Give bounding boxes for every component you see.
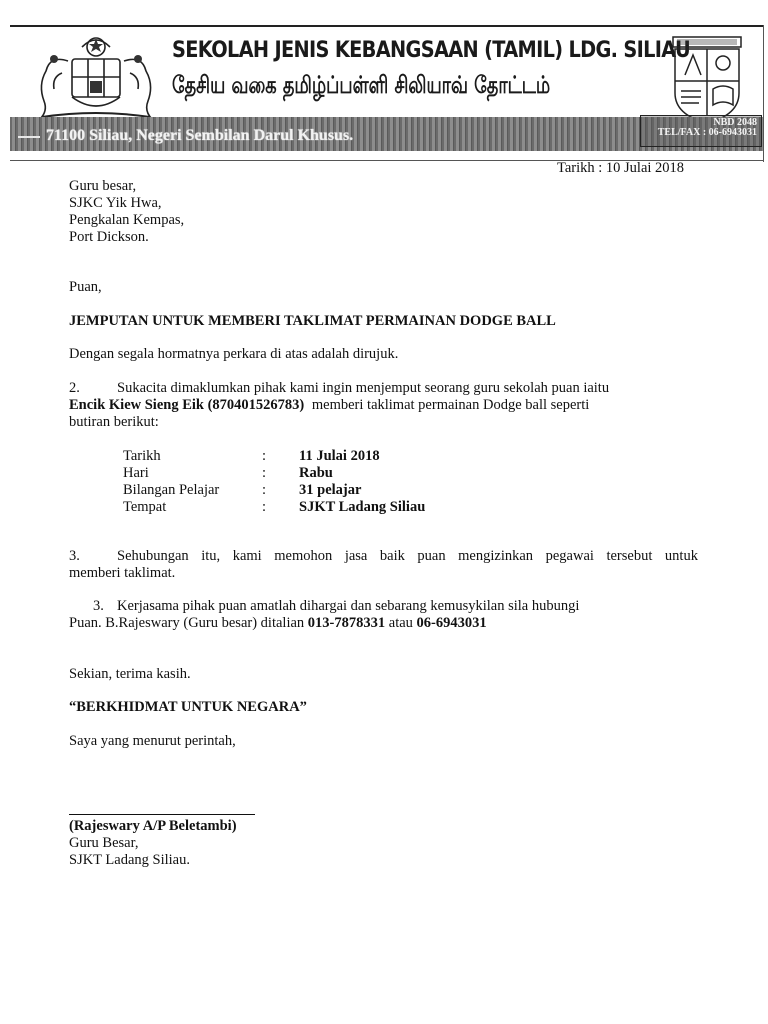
frame-rule-right (763, 25, 764, 162)
school-code: NBD 2048 (713, 117, 757, 128)
school-name: SEKOLAH JENIS KEBANGSAAN (TAMIL) LDG. SILIAU (172, 37, 691, 63)
school-address: 71100 Siliau, Negeri Sembilan Darul Khusus. (46, 127, 354, 144)
paragraph-4-number: 3. (93, 598, 104, 614)
closing: Sekian, terima kasih. (69, 666, 191, 682)
signatory-name: (Rajeswary A/P Beletambi) (69, 818, 237, 834)
paragraph-3-word: kami (232, 548, 262, 564)
paragraph-3-word: untuk (664, 548, 698, 564)
teacher-name: Encik Kiew Sieng Eik (870401526783) (69, 397, 305, 413)
letter-subject: JEMPUTAN UNTUK MEMBERI TAKLIMAT PERMAINAN DODGE BALL (69, 313, 556, 329)
paragraph-3-word: mengizinkan (458, 548, 534, 564)
paragraph-2-line-2 (69, 397, 589, 414)
paragraph-2-line-2-rest: memberi taklimat permainan Dodge ball seperti (311, 397, 590, 413)
phone-mobile: 013-7878331 (307, 615, 386, 631)
detail-value-students: 31 pelajar (299, 482, 362, 498)
letterhead (10, 25, 764, 159)
detail-label-day: Hari (123, 465, 149, 481)
detail-colon-date: : (262, 448, 267, 464)
recipient-line-4: Port Dickson. (69, 229, 149, 245)
detail-value-date: 11 Julai 2018 (299, 448, 380, 464)
paragraph-3-word: itu, (201, 548, 221, 564)
paragraph-3-word: memohon (274, 548, 333, 564)
detail-value-venue: SJKT Ladang Siliau (299, 499, 426, 515)
detail-value-day: Rabu (299, 465, 333, 481)
paragraph-3-number: 3. (69, 548, 80, 564)
detail-label-date: Tarikh (123, 448, 161, 464)
school-badge-icon (667, 31, 747, 127)
paragraph-4-line-1: Kerjasama pihak puan amatlah dihargai dan sebarang kemusykilan sila hubungi (117, 598, 580, 614)
signatory-school: SJKT Ladang Siliau. (69, 852, 190, 868)
paragraph-3-word: pegawai (545, 548, 594, 564)
paragraph-3-line-2: memberi taklimat. (69, 565, 176, 581)
recipient-line-2: SJKC Yik Hwa, (69, 195, 162, 211)
recipient-line-1: Guru besar, (69, 178, 137, 194)
school-code-box (640, 115, 762, 147)
phone-office: 06-6943031 (416, 615, 487, 631)
paragraph-3-word: puan (417, 548, 446, 564)
obedient-line: Saya yang menurut perintah, (69, 733, 236, 749)
address-rule (18, 136, 40, 138)
paragraph-3-word: Sehubungan (117, 548, 189, 564)
salutation: Puan, (69, 279, 102, 295)
recipient-line-3: Pengkalan Kempas, (69, 212, 185, 228)
paragraph-3-word: baik (379, 548, 405, 564)
coat-of-arms-icon (32, 33, 160, 125)
detail-colon-students: : (262, 482, 267, 498)
paragraph-2-line-3: butiran berikut: (69, 414, 159, 430)
motto: “BERKHIDMAT UNTUK NEGARA” (69, 699, 307, 715)
paragraph-3-word: jasa (344, 548, 368, 564)
paragraph-2-line-1: Sukacita dimaklumkan pihak kami ingin menjemput seorang guru sekolah puan iaitu (117, 380, 610, 396)
signatory-title: Guru Besar, (69, 835, 139, 851)
paragraph-3-line-1 (117, 548, 698, 565)
paragraph-2-number: 2. (69, 380, 80, 396)
paragraph-1: Dengan segala hormatnya perkara di atas adalah dirujuk. (69, 346, 399, 362)
school-telfax: TEL/FAX : 06-6943031 (657, 127, 757, 138)
school-name-tamil: தேசிய வகை தமிழ்ப்பள்ளி சிலியாவ் தோட்டம் (172, 71, 551, 99)
detail-colon-venue: : (262, 499, 267, 515)
contact-text: Puan. B.Rajeswary (Guru besar) ditalian (69, 615, 308, 631)
paragraph-3-word: tersebut (606, 548, 653, 564)
letter-date: Tarikh : 10 Julai 2018 (557, 160, 685, 176)
signature-line (69, 814, 255, 815)
contact-or: atau (385, 615, 417, 631)
detail-label-venue: Tempat (123, 499, 167, 515)
paragraph-4-line-2 (69, 615, 487, 632)
detail-colon-day: : (262, 465, 267, 481)
detail-label-students: Bilangan Pelajar (123, 482, 220, 498)
